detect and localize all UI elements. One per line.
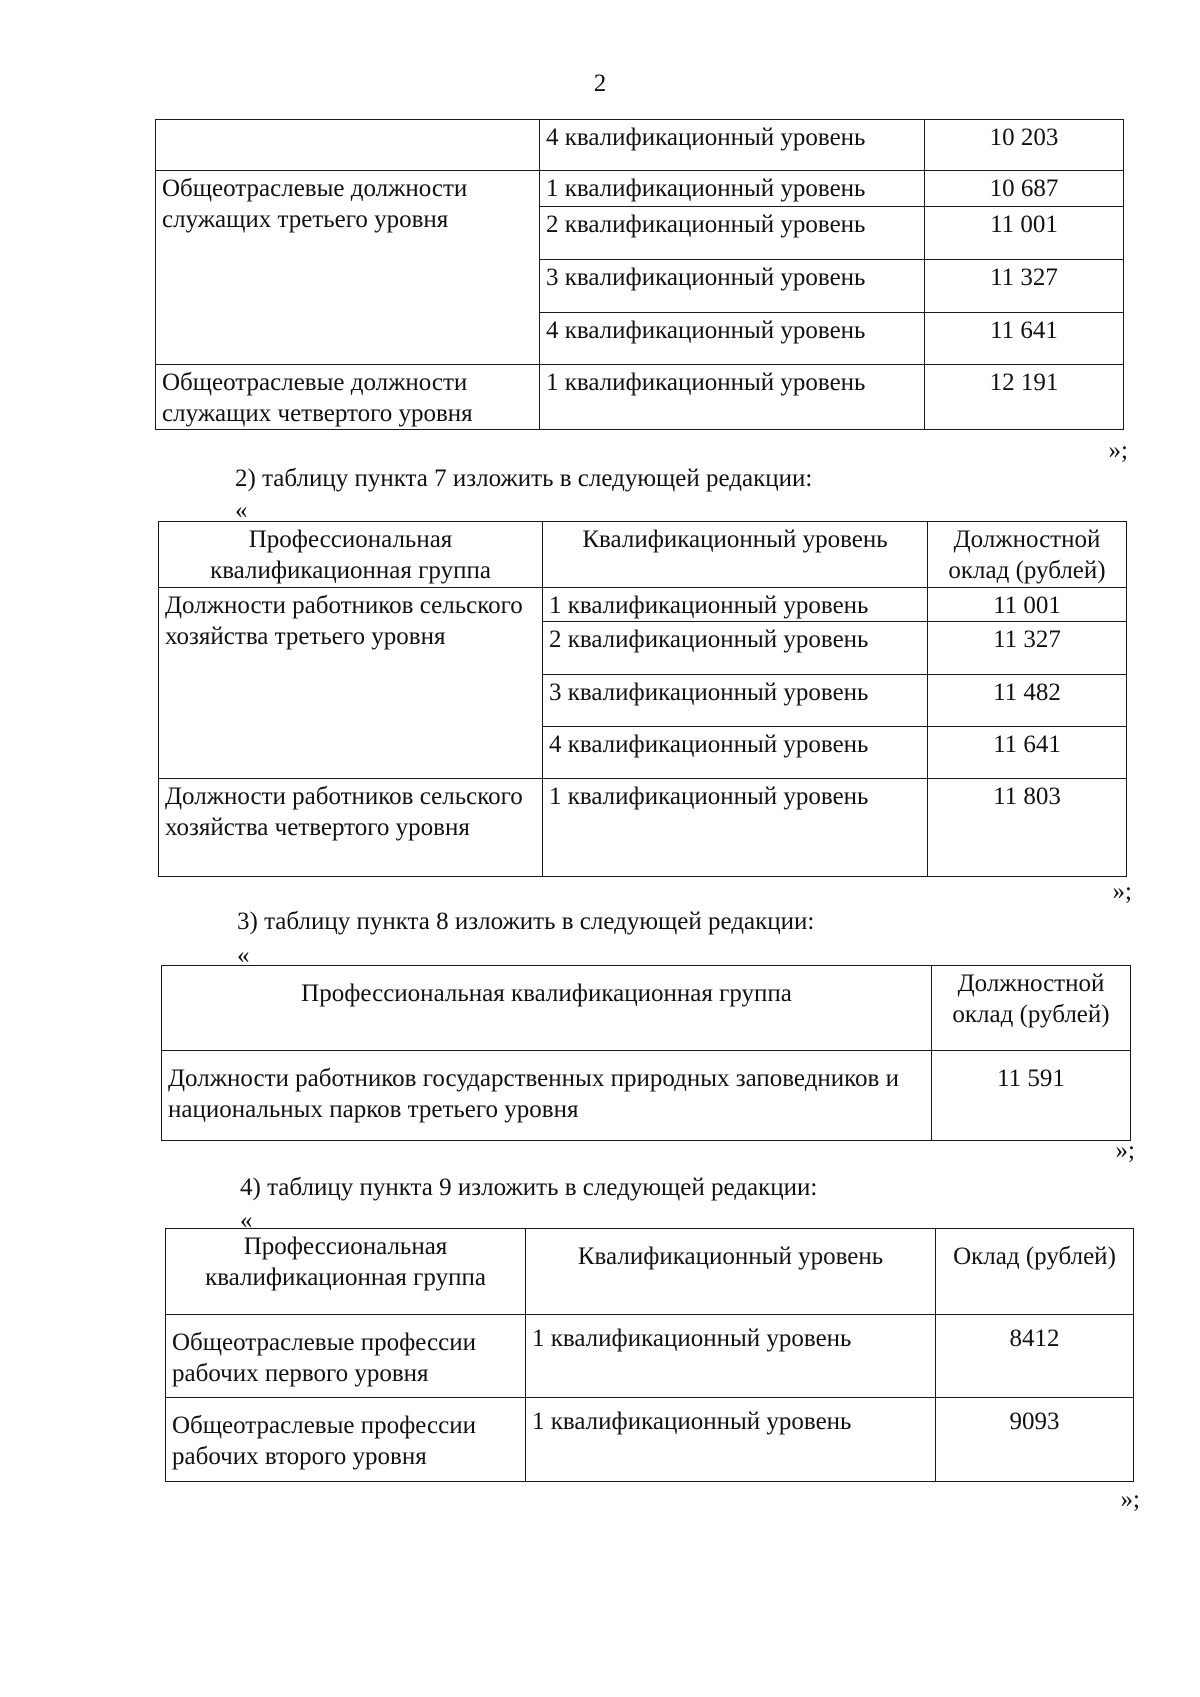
- level-cell: 1 квалификационный уровень: [540, 365, 925, 430]
- table-header-row: [159, 522, 1127, 588]
- group-cell: Должности работников сельского хозяйства четвертого уровня: [159, 779, 543, 877]
- table-header-row: [162, 966, 1131, 1051]
- salary-cell: 11 591: [932, 1051, 1131, 1141]
- salary-cell: 11 327: [925, 260, 1124, 313]
- group-cell: Должности работников государственных природных заповедников и национальных парков третьего уровня: [162, 1051, 932, 1141]
- level-cell: 3 квалификационный уровень: [540, 260, 925, 313]
- closing-quote: »;: [1120, 1486, 1140, 1513]
- level-cell: 3 квалификационный уровень: [543, 675, 928, 727]
- level-cell: 4 квалификационный уровень: [540, 313, 925, 365]
- table-row: [159, 779, 1127, 877]
- section-intro: 4) таблицу пункта 9 изложить в следующей редакции:: [240, 1174, 818, 1201]
- table-row: [159, 588, 1127, 622]
- opening-quote: «: [237, 942, 250, 969]
- salary-cell: 11 001: [928, 588, 1127, 622]
- salary-cell: 11 482: [928, 675, 1127, 727]
- level-cell: 1 квалификационный уровень: [543, 588, 928, 622]
- level-cell: 4 квалификационный уровень: [540, 120, 925, 171]
- level-cell: 2 квалификационный уровень: [543, 622, 928, 675]
- level-cell: 1 квалификационный уровень: [543, 779, 928, 877]
- header-group: Профессиональная квалификационная группа: [162, 966, 932, 1051]
- table-row: [156, 120, 1124, 171]
- opening-quote: «: [240, 1207, 253, 1234]
- group-cell: Общеотраслевые профессии рабочих первого уровня: [166, 1315, 526, 1398]
- table-row: [162, 1051, 1131, 1141]
- section-intro: 2) таблицу пункта 7 изложить в следующей редакции:: [235, 465, 813, 492]
- header-salary: Оклад (рублей): [936, 1229, 1134, 1315]
- closing-quote: »;: [1115, 1137, 1135, 1164]
- level-cell: 2 квалификационный уровень: [540, 207, 925, 260]
- salary-cell: 11 641: [925, 313, 1124, 365]
- group-cell: Общеотраслевые профессии рабочих второго уровня: [166, 1398, 526, 1482]
- salary-cell: 11 327: [928, 622, 1127, 675]
- group-cell: [156, 120, 540, 171]
- group-cell: Общеотраслевые должности служащих четвертого уровня: [156, 365, 540, 430]
- salary-cell: 11 803: [928, 779, 1127, 877]
- header-salary: Должностной оклад (рублей): [932, 966, 1131, 1051]
- table-workers: [165, 1228, 1134, 1482]
- table-header-row: [166, 1229, 1134, 1315]
- group-cell: Общеотраслевые должности служащих третьего уровня: [156, 171, 540, 365]
- table-reserves: [161, 965, 1131, 1141]
- table-row: [156, 365, 1124, 430]
- opening-quote: «: [235, 497, 248, 524]
- salary-cell: 10 687: [925, 171, 1124, 207]
- header-salary: Должностной оклад (рублей): [928, 522, 1127, 588]
- section-intro: 3) таблицу пункта 8 изложить в следующей редакции:: [237, 908, 815, 935]
- table-continuation: [155, 119, 1124, 430]
- salary-cell: 8412: [936, 1315, 1134, 1398]
- level-cell: 1 квалификационный уровень: [540, 171, 925, 207]
- group-cell: Должности работников сельского хозяйства третьего уровня: [159, 588, 543, 779]
- level-cell: 1 квалификационный уровень: [526, 1398, 936, 1482]
- page-number: 2: [593, 70, 607, 97]
- salary-cell: 9093: [936, 1398, 1134, 1482]
- salary-cell: 10 203: [925, 120, 1124, 171]
- table-agriculture: [158, 521, 1127, 877]
- header-group: Профессиональная квалификационная группа: [159, 522, 543, 588]
- salary-cell: 11 641: [928, 727, 1127, 779]
- salary-cell: 11 001: [925, 207, 1124, 260]
- table-row: [166, 1315, 1134, 1398]
- closing-quote: »;: [1112, 878, 1132, 905]
- header-level: Квалификационный уровень: [543, 522, 928, 588]
- closing-quote: »;: [1108, 437, 1128, 464]
- level-cell: 1 квалификационный уровень: [526, 1315, 936, 1398]
- header-level: Квалификационный уровень: [526, 1229, 936, 1315]
- table-row: [166, 1398, 1134, 1482]
- level-cell: 4 квалификационный уровень: [543, 727, 928, 779]
- table-row: [156, 171, 1124, 207]
- salary-cell: 12 191: [925, 365, 1124, 430]
- header-group: Профессиональная квалификационная группа: [166, 1229, 526, 1315]
